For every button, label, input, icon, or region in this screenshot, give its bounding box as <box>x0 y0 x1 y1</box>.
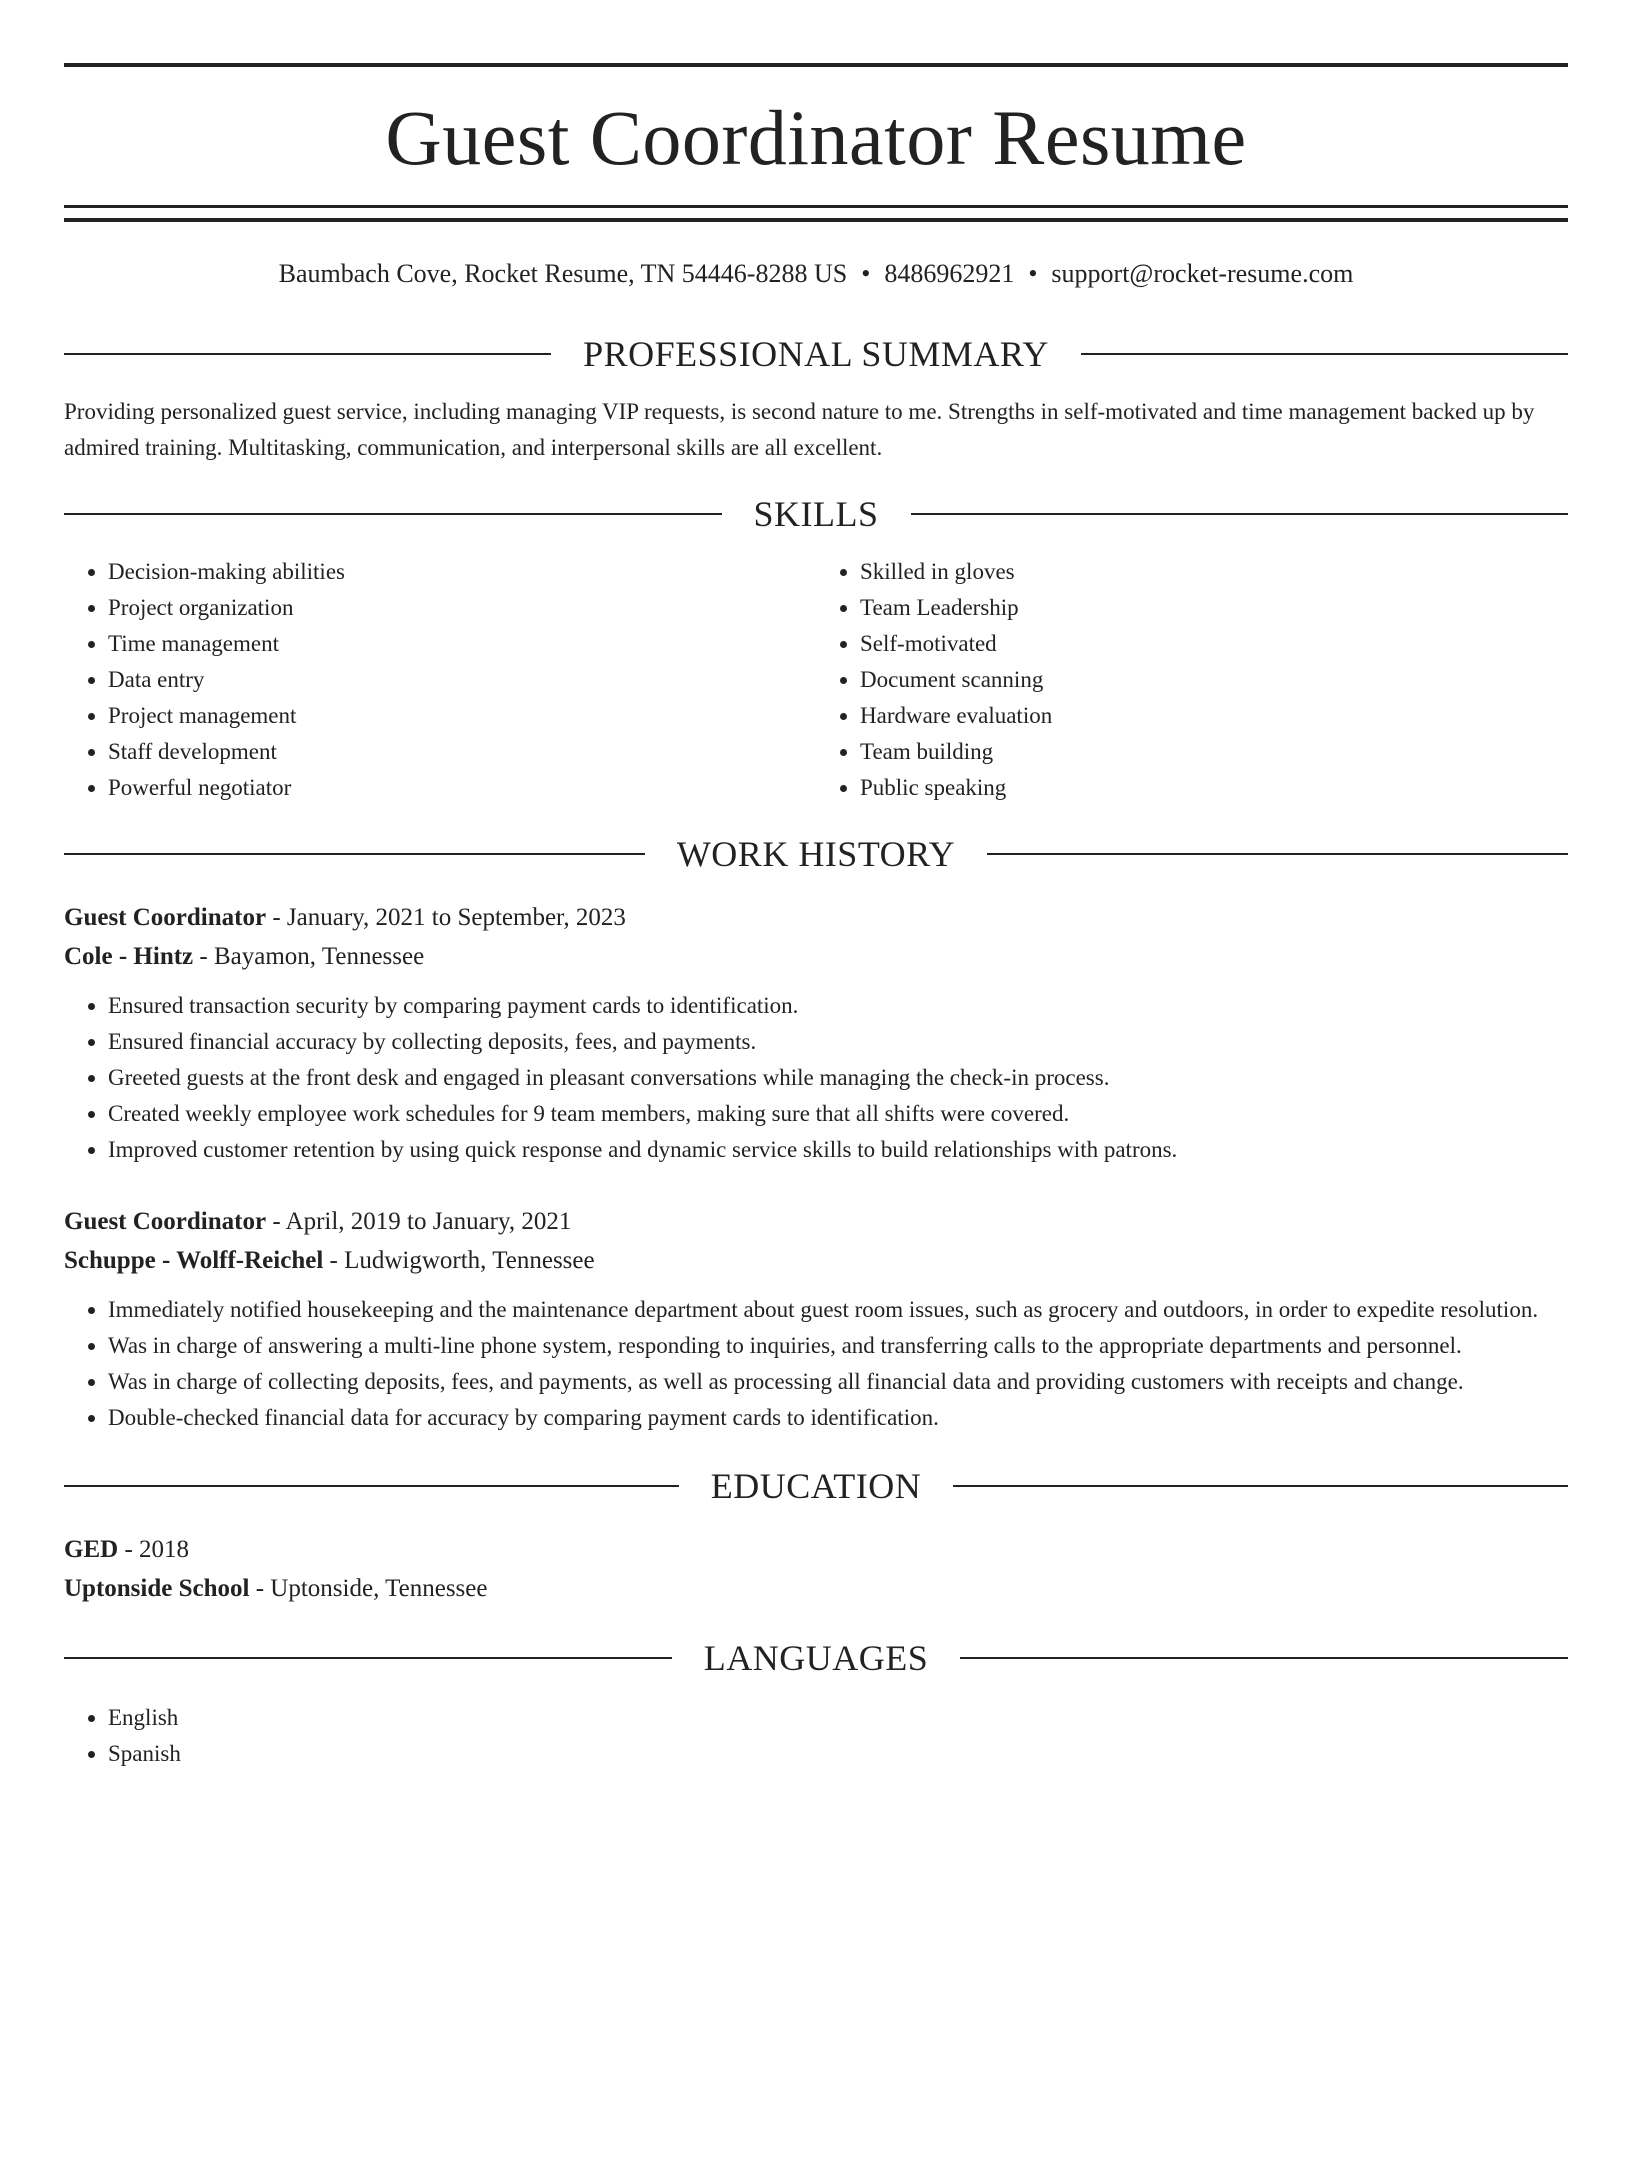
contact-phone[interactable]: 8486962921 <box>884 259 1015 288</box>
contact-separator: • <box>1028 259 1038 288</box>
section-title-summary: PROFESSIONAL SUMMARY <box>583 334 1049 374</box>
education-location: - Uptonside, Tennessee <box>249 1575 488 1602</box>
job-location: - Ludwigworth, Tennessee <box>323 1247 595 1274</box>
section-title-skills: SKILLS <box>753 494 879 534</box>
skill-item: • Team building <box>860 734 1568 770</box>
job-title: Guest Coordinator <box>64 904 267 931</box>
skill-item: • Skilled in gloves <box>860 554 1568 590</box>
job-title-line <box>64 898 1568 937</box>
job-company-line <box>64 937 1568 976</box>
education-degree: GED <box>64 1536 119 1563</box>
job-company: Cole - Hintz <box>64 943 194 970</box>
education-degree-line <box>64 1530 1568 1569</box>
skill-item: • Project organization <box>108 590 816 626</box>
title-double-rule <box>64 205 1568 222</box>
skill-item: • Public speaking <box>860 770 1568 806</box>
languages-list <box>64 1700 1568 1772</box>
job-bullet: • Greeted guests at the front desk and engaged in pleasant conversations while managing the check-in process. <box>108 1060 1568 1096</box>
section-rule-left <box>64 1657 672 1659</box>
job-dates: - January, 2021 to September, 2023 <box>266 904 626 931</box>
summary-text: Providing personalized guest service, including managing VIP requests, is second nature to me. Strengths in self-motivated and time management backed up by admired training. Multitasking, communication, and interpersonal skills are all excellent. <box>64 399 1535 460</box>
job-dates: - April, 2019 to January, 2021 <box>266 1208 572 1235</box>
education-school-line <box>64 1569 1568 1608</box>
section-rule-left <box>64 513 722 515</box>
skill-item: • Document scanning <box>860 662 1568 698</box>
education-year: - 2018 <box>118 1536 190 1563</box>
contact-line <box>64 256 1568 292</box>
section-header-work <box>64 834 1568 874</box>
skill-item: • Hardware evaluation <box>860 698 1568 734</box>
section-rule-right <box>1081 353 1568 355</box>
section-rule-left <box>64 353 551 355</box>
job-bullets <box>64 988 1568 1168</box>
skills-list-right <box>816 554 1568 806</box>
section-rule-right <box>960 1657 1568 1659</box>
job-bullet: • Immediately notified housekeeping and the maintenance department about guest room issues, such as grocery and outdoors, in order to expedite resolution. <box>108 1292 1568 1328</box>
resume-page <box>0 63 1632 2175</box>
job-title-line <box>64 1202 1568 1241</box>
job-bullet: • Improved customer retention by using quick response and dynamic service skills to build relationships with patrons. <box>108 1132 1568 1168</box>
skill-item: • Project management <box>108 698 816 734</box>
skill-item: • Powerful negotiator <box>108 770 816 806</box>
job-entry <box>64 1202 1568 1436</box>
job-location: - Bayamon, Tennessee <box>193 943 425 970</box>
section-header-summary <box>64 334 1568 374</box>
section-header-education <box>64 1466 1568 1506</box>
job-company-line <box>64 1241 1568 1280</box>
skill-item: • Self-motivated <box>860 626 1568 662</box>
language-item: • English <box>108 1700 1568 1736</box>
skill-item: • Staff development <box>108 734 816 770</box>
section-rule-right <box>911 513 1569 515</box>
contact-email[interactable]: support@rocket-resume.com <box>1051 259 1354 288</box>
language-item: • Spanish <box>108 1736 1568 1772</box>
resume-title: Guest Coordinator Resume <box>385 94 1247 181</box>
job-bullet: • Ensured transaction security by comparing payment cards to identification. <box>108 988 1568 1024</box>
skill-item: • Data entry <box>108 662 816 698</box>
job-bullet: • Created weekly employee work schedules for 9 team members, making sure that all shifts were covered. <box>108 1096 1568 1132</box>
section-title-work: WORK HISTORY <box>676 834 956 874</box>
job-title: Guest Coordinator <box>64 1208 267 1235</box>
skills-list-left <box>64 554 816 806</box>
section-title-education: EDUCATION <box>710 1466 922 1506</box>
skills-columns <box>64 554 1568 806</box>
job-company: Schuppe - Wolff-Reichel <box>64 1247 324 1274</box>
skill-item: • Team Leadership <box>860 590 1568 626</box>
section-title-languages: LANGUAGES <box>703 1638 929 1678</box>
skill-item: • Decision-making abilities <box>108 554 816 590</box>
job-entry <box>64 898 1568 1168</box>
job-bullet: • Was in charge of collecting deposits, fees, and payments, as well as processing all financial data and providing customers with receipts and change. <box>108 1364 1568 1400</box>
job-bullets <box>64 1292 1568 1436</box>
job-bullet: • Ensured financial accuracy by collecting deposits, fees, and payments. <box>108 1024 1568 1060</box>
section-header-skills <box>64 494 1568 534</box>
section-rule-left <box>64 1485 679 1487</box>
section-rule-right <box>953 1485 1568 1487</box>
section-rule-right <box>987 853 1568 855</box>
skill-item: • Time management <box>108 626 816 662</box>
job-bullet: • Was in charge of answering a multi-line phone system, responding to inquiries, and transferring calls to the appropriate departments and personnel. <box>108 1328 1568 1364</box>
contact-separator: • <box>861 259 871 288</box>
job-bullet: • Double-checked financial data for accuracy by comparing payment cards to identification. <box>108 1400 1568 1436</box>
education-school: Uptonside School <box>64 1575 250 1602</box>
section-rule-left <box>64 853 645 855</box>
top-rule <box>64 63 1568 67</box>
contact-address: Baumbach Cove, Rocket Resume, TN 54446-8288 US <box>278 259 848 288</box>
section-header-languages <box>64 1638 1568 1678</box>
